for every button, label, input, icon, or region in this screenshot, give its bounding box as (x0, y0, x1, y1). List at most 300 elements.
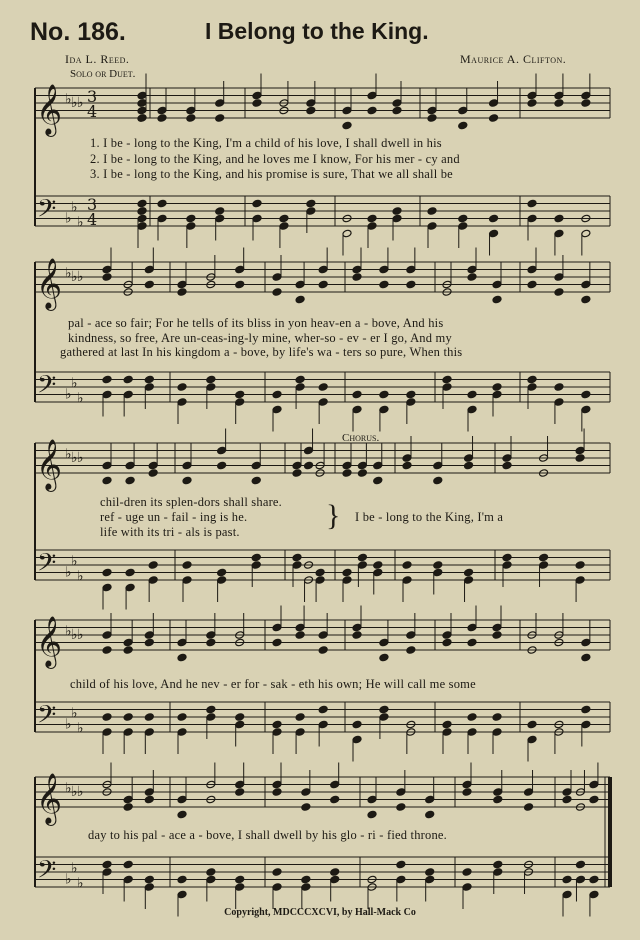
note-head (144, 713, 154, 722)
treble-clef: 𝄞 (36, 616, 63, 667)
note-head (148, 561, 158, 570)
note-head (492, 390, 502, 399)
note-head (442, 375, 452, 384)
chorus-line-3: day to his pal - ace a - bove, I shall dwell by his glo - ri - fied throne. (88, 828, 447, 842)
note-head (330, 795, 340, 804)
note-head (492, 295, 502, 304)
note-head (102, 713, 112, 722)
note-head (527, 720, 537, 729)
note-head (330, 780, 340, 789)
note-head (304, 446, 314, 455)
note-head (295, 383, 305, 392)
note-head (462, 780, 472, 789)
note-head (442, 383, 452, 392)
note-head (235, 788, 245, 797)
note-head (589, 890, 599, 899)
note-head (396, 860, 406, 869)
note-head (235, 265, 245, 274)
note-head (125, 568, 135, 577)
note-head (206, 631, 216, 640)
note-head (177, 875, 187, 884)
note-head (137, 222, 147, 231)
flat-sign: ♭ (77, 568, 84, 585)
note-head (402, 561, 412, 570)
note-head (235, 780, 245, 789)
note-head (367, 810, 377, 819)
note-head (102, 375, 112, 384)
note-head (217, 461, 227, 470)
note-head (581, 653, 591, 662)
note-head (492, 280, 502, 289)
note-head (235, 280, 245, 289)
note-head (144, 280, 154, 289)
verse-3-line-2: gathered at last In his kingdom a - bove, by life's wa - ters so pure, When this (60, 345, 463, 359)
bass-clef: 𝄢 (37, 700, 57, 736)
note-head (102, 728, 112, 737)
flat-sign: ♭ (77, 450, 84, 466)
note-head (235, 713, 245, 722)
note-head (295, 713, 305, 722)
note-head (279, 214, 289, 223)
chorus-label: Chorus. (342, 432, 380, 444)
note-head (330, 868, 340, 877)
note-head (272, 868, 282, 877)
note-head (318, 705, 328, 714)
note-head (206, 713, 216, 722)
note-head (502, 454, 512, 463)
note-head (392, 99, 402, 108)
note-head (527, 199, 537, 208)
note-head (379, 280, 389, 289)
note-head (137, 207, 147, 216)
note-head (144, 728, 154, 737)
note-head (464, 576, 474, 585)
note-head (373, 568, 383, 577)
chorus-line-1: I be - long to the King, I'm a (355, 510, 504, 524)
note-head (527, 735, 537, 744)
note-head (206, 875, 216, 884)
note-head (581, 638, 591, 647)
flat-sign: ♭ (77, 214, 84, 231)
note-head (144, 375, 154, 384)
note-head (367, 91, 377, 100)
note-head (581, 99, 591, 108)
note-head (177, 653, 187, 662)
note-head (217, 568, 227, 577)
note-head (554, 288, 564, 297)
note-head (318, 265, 328, 274)
flat-sign: ♭ (71, 705, 78, 722)
note-head (144, 875, 154, 884)
note-head (102, 868, 112, 877)
flat-sign: ♭ (77, 875, 84, 892)
note-head (272, 720, 282, 729)
note-head (367, 795, 377, 804)
note-head (554, 214, 564, 223)
note-head (433, 461, 443, 470)
note-head (123, 646, 133, 655)
verse-2-line-1: 2. I be - long to the King, and he loves me I know, For his mer - cy and (90, 152, 460, 166)
note-head (123, 875, 133, 884)
note-head (295, 295, 305, 304)
note-head (102, 646, 112, 655)
note-head (102, 390, 112, 399)
note-head (458, 214, 468, 223)
note-head (527, 214, 537, 223)
note-head (272, 788, 282, 797)
note-head (373, 461, 383, 470)
note-head (427, 106, 437, 115)
note-head (123, 713, 133, 722)
flat-sign: ♭ (71, 199, 78, 216)
note-head (442, 631, 452, 640)
note-head (502, 461, 512, 470)
note-head (318, 720, 328, 729)
note-head (562, 890, 572, 899)
note-head (157, 106, 167, 115)
copyright: Copyright, MDCCCXCVI, by Hall-Mack Co (224, 907, 416, 918)
note-head (177, 890, 187, 899)
note-head (433, 476, 443, 485)
note-head (206, 638, 216, 647)
note-head (292, 469, 302, 478)
note-head (217, 446, 227, 455)
note-head (318, 383, 328, 392)
note-head (279, 222, 289, 231)
note-head (379, 638, 389, 647)
note-head (186, 214, 196, 223)
note-head (251, 461, 261, 470)
note-head (125, 476, 135, 485)
note-head (492, 631, 502, 640)
note-head (527, 91, 537, 100)
bass-clef: 𝄢 (37, 855, 57, 891)
note-head (318, 646, 328, 655)
flat-sign: ♭ (65, 716, 72, 733)
note-head (493, 868, 503, 877)
note-head (467, 713, 477, 722)
note-head (575, 454, 585, 463)
note-head (144, 631, 154, 640)
bass-clef: 𝄢 (37, 194, 57, 230)
note-head (148, 461, 158, 470)
note-head (125, 461, 135, 470)
note-head (492, 728, 502, 737)
note-head (304, 461, 314, 470)
note-head (467, 623, 477, 632)
note-head (235, 390, 245, 399)
treble-clef: 𝄞 (36, 84, 63, 135)
note-head (396, 875, 406, 884)
flat-sign: ♭ (71, 375, 78, 392)
note-head (301, 803, 311, 812)
flat-sign: ♭ (71, 269, 78, 285)
note-head (292, 561, 302, 570)
verse-2-line-2: kindness, so free, Are un-ceas-ing-ly mine, wher-so - ev - er I go, And my (68, 331, 452, 345)
note-head (292, 553, 302, 562)
verse-3-line-3: life with its tri - als is past. (100, 525, 240, 539)
time-sig-top: 3 (87, 195, 98, 214)
bass-clef: 𝄢 (37, 370, 57, 406)
note-head (206, 868, 216, 877)
note-head (102, 583, 112, 592)
note-head (252, 214, 262, 223)
flat-sign: ♭ (65, 871, 72, 888)
note-head (144, 638, 154, 647)
flat-sign: ♭ (65, 564, 72, 581)
note-head (295, 631, 305, 640)
note-head (442, 638, 452, 647)
note-head (402, 454, 412, 463)
note-head (527, 383, 537, 392)
note-head (581, 91, 591, 100)
note-head (102, 860, 112, 869)
note-head (467, 390, 477, 399)
note-head (467, 405, 477, 414)
flat-sign: ♭ (65, 386, 72, 403)
note-head (342, 106, 352, 115)
note-head (458, 121, 468, 130)
note-head (306, 199, 316, 208)
note-head (137, 106, 147, 115)
note-head (379, 653, 389, 662)
note-head (148, 576, 158, 585)
note-head (357, 461, 367, 470)
note-head (215, 114, 225, 123)
note-head (272, 638, 282, 647)
note-head (352, 720, 362, 729)
note-head (589, 780, 599, 789)
flat-sign: ♭ (71, 784, 78, 800)
note-head (379, 265, 389, 274)
note-head (524, 803, 534, 812)
note-head (272, 405, 282, 414)
note-head (562, 875, 572, 884)
note-head (251, 476, 261, 485)
note-head (464, 461, 474, 470)
note-head (272, 390, 282, 399)
note-head (102, 265, 112, 274)
note-head (301, 875, 311, 884)
note-head (427, 114, 437, 123)
note-head (235, 875, 245, 884)
note-head (157, 114, 167, 123)
note-head (489, 229, 499, 238)
note-head (352, 631, 362, 640)
time-sig-bottom: 4 (87, 102, 98, 121)
note-head (177, 795, 187, 804)
note-head (442, 728, 452, 737)
verse-1-line-2: pal - ace so fair; For he tells of its bliss in yon heav-en a - bove, And his (68, 316, 444, 330)
note-head (177, 638, 187, 647)
note-head (489, 114, 499, 123)
flat-sign: ♭ (71, 553, 78, 570)
note-head (123, 860, 133, 869)
note-head (502, 553, 512, 562)
note-head (125, 583, 135, 592)
note-head (489, 99, 499, 108)
note-head (315, 568, 325, 577)
note-head (467, 728, 477, 737)
note-head (102, 476, 112, 485)
note-head (235, 883, 245, 892)
note-head (148, 469, 158, 478)
note-head (137, 91, 147, 100)
note-head (342, 469, 352, 478)
note-head (137, 99, 147, 108)
note-head (581, 229, 591, 238)
note-head (251, 561, 261, 570)
note-head (352, 623, 362, 632)
note-head (492, 623, 502, 632)
note-head (379, 390, 389, 399)
note-head (295, 280, 305, 289)
note-head (177, 713, 187, 722)
note-head (301, 883, 311, 892)
note-head (527, 99, 537, 108)
note-head (177, 398, 187, 407)
note-head (575, 875, 585, 884)
note-head (252, 199, 262, 208)
note-head (206, 383, 216, 392)
note-head (292, 461, 302, 470)
note-head (272, 780, 282, 789)
note-head (295, 375, 305, 384)
note-head (342, 121, 352, 130)
note-head (589, 875, 599, 884)
note-head (177, 280, 187, 289)
note-head (123, 375, 133, 384)
note-head (464, 568, 474, 577)
note-head (527, 265, 537, 274)
note-head (177, 728, 187, 737)
flat-sign: ♭ (71, 450, 78, 466)
flat-sign: ♭ (77, 269, 84, 285)
note-head (493, 788, 503, 797)
verse-1-line-1: 1. I be - long to the King, I'm a child of his love, I shall dwell in his (90, 136, 442, 150)
composer-credit: Maurice A. Clifton. (460, 52, 567, 66)
note-head (425, 795, 435, 804)
note-head (215, 207, 225, 216)
note-head (137, 199, 147, 208)
note-head (562, 788, 572, 797)
note-head (392, 214, 402, 223)
note-head (462, 868, 472, 877)
flat-sign: ♭ (77, 627, 84, 643)
note-head (527, 280, 537, 289)
note-head (102, 461, 112, 470)
note-head (373, 561, 383, 570)
flat-sign: ♭ (65, 210, 72, 227)
note-head (252, 99, 262, 108)
note-head (575, 446, 585, 455)
note-head (581, 705, 591, 714)
note-head (425, 875, 435, 884)
note-head (458, 222, 468, 231)
note-head (539, 553, 549, 562)
note-head (215, 214, 225, 223)
note-head (467, 638, 477, 647)
flat-sign: ♭ (77, 784, 84, 800)
note-head (182, 476, 192, 485)
note-head (493, 860, 503, 869)
note-head (357, 469, 367, 478)
note-head (144, 265, 154, 274)
treble-clef: 𝄞 (36, 773, 63, 824)
note-head (462, 883, 472, 892)
note-head (102, 273, 112, 282)
note-head (464, 454, 474, 463)
note-head (493, 795, 503, 804)
note-head (492, 713, 502, 722)
note-head (352, 390, 362, 399)
note-head (272, 728, 282, 737)
note-head (462, 788, 472, 797)
treble-clef: 𝄞 (36, 258, 63, 309)
note-head (575, 860, 585, 869)
note-head (379, 705, 389, 714)
note-head (186, 106, 196, 115)
note-head (427, 207, 437, 216)
note-head (342, 461, 352, 470)
note-head (252, 91, 262, 100)
verse-3-line-1: 3. I be - long to the King, and his promise is sure, That we all shall be (90, 167, 453, 181)
note-head (427, 222, 437, 231)
note-head (406, 390, 416, 399)
note-head (406, 280, 416, 289)
note-head (581, 295, 591, 304)
note-head (235, 720, 245, 729)
note-head (402, 576, 412, 585)
note-head (186, 114, 196, 123)
note-head (442, 720, 452, 729)
note-head (301, 788, 311, 797)
note-head (123, 638, 133, 647)
note-head (315, 576, 325, 585)
note-head (406, 646, 416, 655)
note-head (524, 788, 534, 797)
note-head (272, 623, 282, 632)
note-head (157, 214, 167, 223)
note-head (396, 803, 406, 812)
note-head (575, 561, 585, 570)
note-head (123, 795, 133, 804)
flat-sign: ♭ (77, 720, 84, 737)
note-head (367, 214, 377, 223)
time-sig-top: 3 (87, 87, 98, 106)
note-head (467, 265, 477, 274)
note-head (581, 280, 591, 289)
note-head (554, 229, 564, 238)
note-head (367, 222, 377, 231)
note-head (392, 207, 402, 216)
note-head (357, 553, 367, 562)
note-head (318, 280, 328, 289)
final-barline-thick (608, 777, 612, 887)
note-head (177, 288, 187, 297)
note-head (402, 461, 412, 470)
flat-sign: ♭ (65, 265, 72, 282)
note-head (123, 728, 133, 737)
time-sig-bottom: 4 (87, 210, 98, 229)
note-head (433, 568, 443, 577)
flat-sign: ♭ (77, 390, 84, 407)
note-head (554, 91, 564, 100)
note-head (367, 106, 377, 115)
note-head (527, 375, 537, 384)
note-head (352, 265, 362, 274)
chorus-line-2: child of his love, And he nev - er for - sak - eth his own; He will call me some (70, 677, 476, 691)
